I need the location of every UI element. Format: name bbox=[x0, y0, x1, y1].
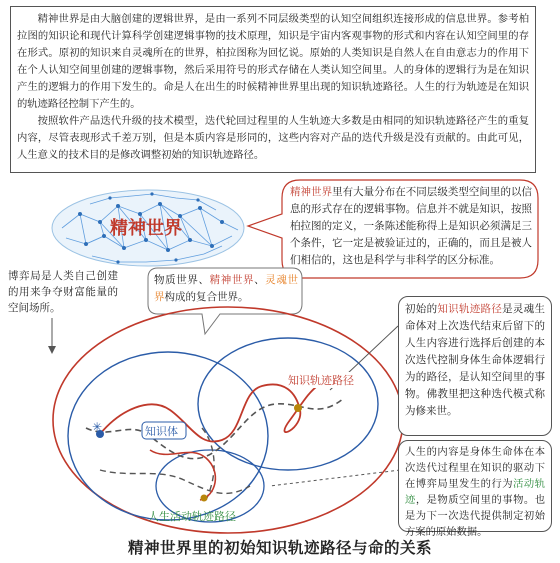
knowledge-body-label: 知识体 bbox=[145, 425, 178, 438]
knowledge-path bbox=[100, 381, 346, 442]
page-title: 精神世界里的初始知识轨迹路径与命的关系 bbox=[127, 538, 432, 557]
spirit-note-text: 里有大量分布在不同层级类型空间里的以信息的形式存在的逻辑事物。信息并不就是知识，按照柏拉图的定义，一条陈述能称得上是知识必须满足三个条件，它一定是被验证过的，正确的，而且是被人们相信的，这也是科学与非科学的区分标准。 bbox=[290, 186, 533, 266]
compound-word-soul: 灵魂世界 bbox=[154, 274, 298, 303]
initial-path-note: 初始的知识轨迹路径是灵魂生命体对上次迭代结束后留下的人生内容进行选择后创建的本次迭代控制身体生命体逻辑行为的路径，是认知空间里的事物。佛教里把这种迭代模式称为修来世。 bbox=[398, 296, 552, 436]
compound-word-physical: 物质世界 bbox=[154, 274, 199, 286]
initial-path-term: 知识轨迹路径 bbox=[437, 303, 503, 315]
intro-paragraph-2: 按照软件产品迭代升级的技术模型，迭代轮回过程里的人生轨迹大多数是由相同的知识轨迹路径产生的重复内容，尽管表现形式千差万别，但是本质内容是形同的，这些内容对产品的迭代升级是没有贡献的。由此可见，人生意义的技术目的是修改调整初始的知识轨迹路径。 bbox=[17, 115, 529, 161]
intro-paragraph-1: 精神世界是由大脑创建的逻辑世界，是由一系列不同层级类型的认知空间组织连接形成的信息世界。参考柏拉图的知识论和现代计算科学创建逻辑事物的技术原理，知识是宇宙内客观事物的形式和内容在认知空间里的存在形式。原初的知识来自灵魂所在的世界，柏拉图称为回忆说。原始的人类知识是自然人在自由意志力的作用下在个人认知空间里创建的逻辑事物，然后采用符号的形式存储在人类认知空间里。人的身体的逻辑行为是在知识产生的逻辑力的作用下发生的。命是人在出生的时候精神世界里出现的知识轨迹路径。人生的行为轨迹是在知识的轨迹路径控制下产生的。 bbox=[17, 13, 529, 110]
brain-label: 精神世界 bbox=[110, 218, 182, 239]
compound-note-rest: 构成的复合世界。 bbox=[164, 291, 249, 303]
game-note: 博弈局是人类自己创建的用来争夺财富能量的空间场所。 bbox=[8, 268, 118, 318]
knowledge-path-label: 知识轨迹路径 bbox=[288, 374, 354, 387]
life-content-note: 人生的内容是身体生命体在本次迭代过程里在知识的驱动下在博弈局里发生的行为活动轨迹，是物质空间里的事物。也是为下一次迭代提供制定初始方案的原始数据。 bbox=[398, 440, 552, 532]
life-content-text: ，是物质空间里的事物。也是为下一次迭代提供制定初始方案的原始数据。 bbox=[405, 494, 546, 538]
spirit-note-term: 精神世界 bbox=[290, 186, 333, 198]
compound-note: 物质世界、精神世界、灵魂世界构成的复合世界。 bbox=[154, 274, 298, 303]
end-node bbox=[294, 404, 302, 412]
spirit-world-circle bbox=[198, 338, 378, 470]
life-path-label: 人生活动轨迹路径 bbox=[148, 510, 236, 523]
life-activity-term: 活动轨迹 bbox=[405, 478, 546, 506]
compound-world-ellipse bbox=[53, 307, 403, 533]
star-icon: ✳ bbox=[92, 420, 103, 434]
compound-word-spirit: 精神世界 bbox=[209, 274, 255, 286]
initial-path-text: 是灵魂生命体对上次迭代结束后留下的人生内容进行选择后创建的本次迭代控制身体生命体逻辑行为的路径，是认知空间里的事物。佛教里把这种迭代模式称为修来世。 bbox=[405, 303, 545, 417]
spirit-note bbox=[290, 184, 532, 274]
